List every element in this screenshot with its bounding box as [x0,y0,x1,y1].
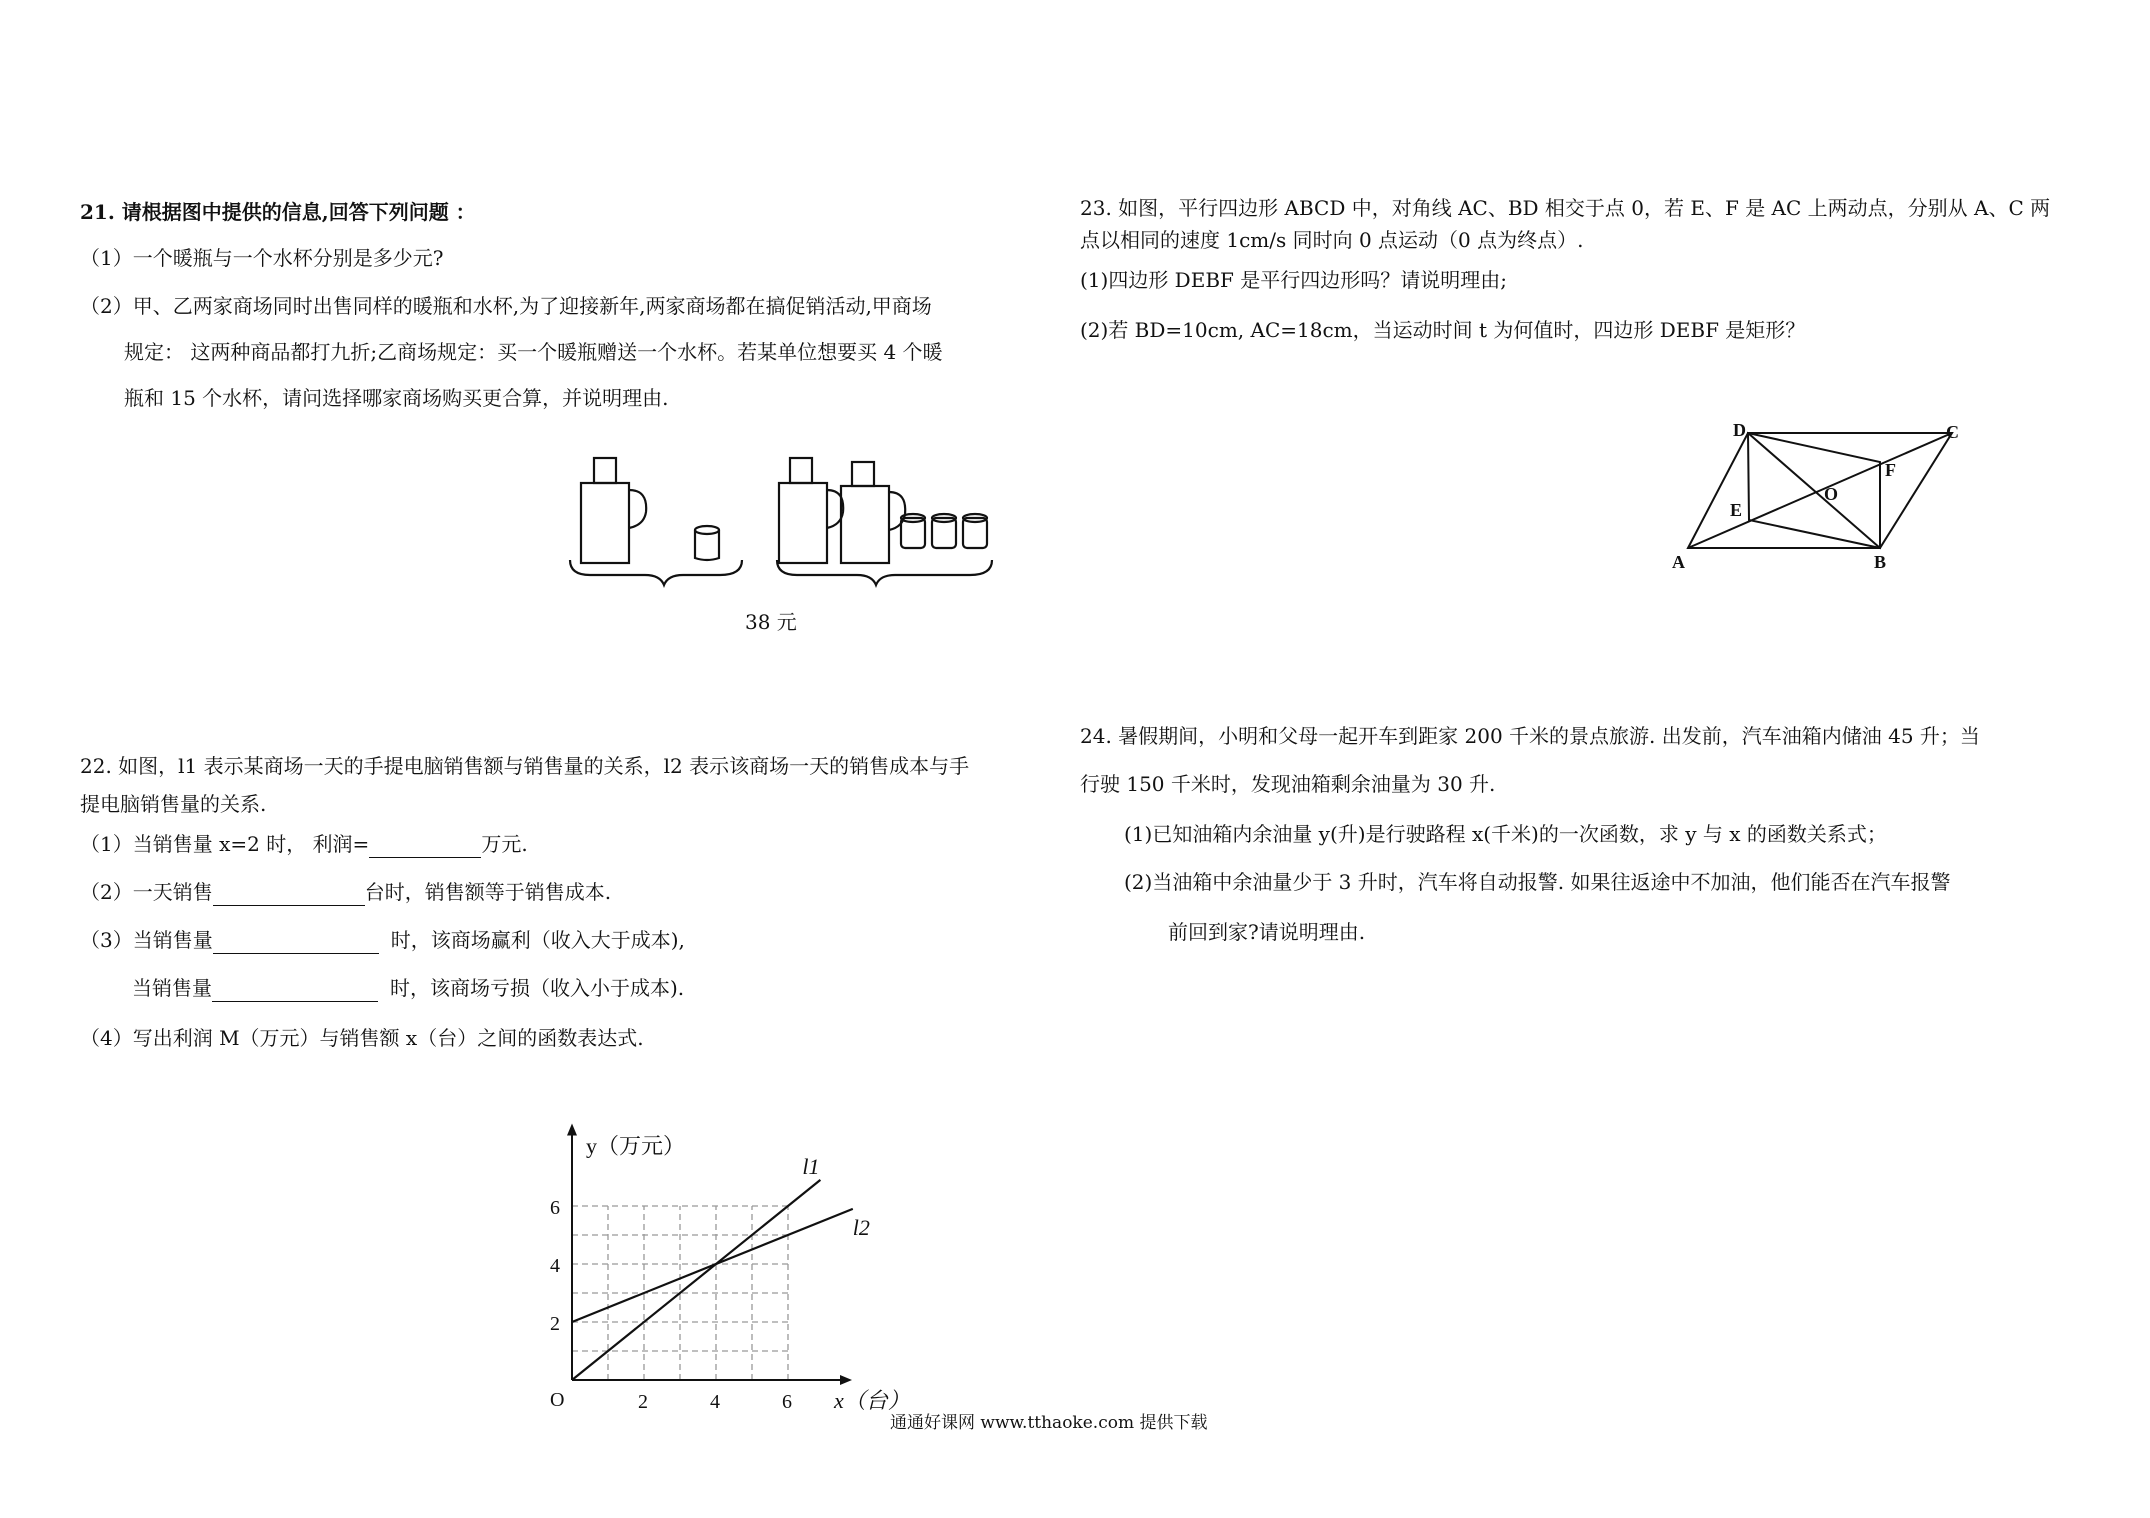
q22-part1-text-a: （1）当销售量 x=2 时， 利润= [80,832,370,856]
q23-stem-line2: 点以相同的速度 1cm/s 同时向 0 点运动（0 点为终点）. [1080,228,1584,252]
label-b: B [1874,552,1887,572]
x-axis-label: x（台） [834,1388,910,1413]
cup-body [695,530,719,560]
q22-part4: （4）写出利润 M（万元）与销售额 x（台）之间的函数表达式. [80,1026,644,1050]
line-label-l2: l2 [852,1215,870,1240]
q22-part3 [80,926,685,954]
label-o: O [1824,484,1839,504]
thermos-cap-2 [790,458,812,483]
q24-part2-line1: (2)当油箱中余油量少于 3 升时，汽车将自动报警. 如果往返途中不加油，他们能否在汽车报警 [1124,870,1951,894]
quadrilateral-debf [1748,433,1880,548]
q22-part1-text-b: 万元. [481,832,528,856]
x-axis-arrow [840,1375,852,1385]
y-axis-label: y（万元） [586,1133,686,1159]
diagonal-bd [1748,433,1880,548]
x-tick-label-6: 6 [782,1391,792,1413]
label-a: A [1672,552,1685,572]
q23-part2: (2)若 BD=10cm, AC=18cm，当运动时间 t 为何值时，四边形 DEBF 是矩形？ [1080,318,1806,342]
label-e: E [1730,500,1743,520]
q22-part3c-text-b: 时，该商场亏损（收入小于成本). [390,976,685,1000]
cup-3 [932,518,956,548]
cup-2 [901,518,925,548]
q22-part3-text-a: （3）当销售量 [80,928,213,952]
origin-label: O [550,1389,565,1411]
q22-part2-text-a: （2）一天销售 [80,880,213,904]
cup-top [695,526,719,534]
q24-part2-line2: 前回到家?请说明理由. [1168,920,1366,944]
thermos-cap [594,458,616,483]
y-tick-label-2: 2 [550,1313,560,1335]
q22-part2 [80,878,611,906]
line-label-l1: l1 [802,1154,820,1180]
thermos-body-3 [841,486,889,563]
q22-part3-cont [132,974,684,1002]
y-tick-label-6: 6 [550,1197,560,1219]
q21-part2-line1: （2）甲、乙两家商场同时出售同样的暖瓶和水杯,为了迎接新年,两家商场都在搞促销活动,甲商场 [80,294,932,318]
q23-stem-line1: 23. 如图，平行四边形 ABCD 中，对角线 AC、BD 相交于点 0，若 E、F 是 AC 上两动点，分别从 A、C 两 [1080,196,2051,220]
q22-part2-blank[interactable] [213,883,365,906]
y-axis-arrow [567,1124,577,1136]
q22-part3c-blank[interactable] [212,979,378,1002]
q22-part3c-text-a: 当销售量 [132,976,212,1000]
q24-part1: (1)已知油箱内余油量 y(升)是行驶路程 x(千米)的一次函数，求 y 与 x 的函数关系式； [1124,822,1887,846]
thermos-cap-3 [852,462,874,486]
q22-part2-text-b: 台时，销售额等于销售成本. [364,880,612,904]
q22-stem-line1: 22. 如图，l1 表示某商场一天的手提电脑销售额与销售量的关系，l2 表示该商场一天的销售成本与手 [80,754,970,778]
q21-price-label: 38 元 [745,610,797,634]
series-line-l2 [572,1209,853,1322]
q22-stem-line2: 提电脑销售量的关系. [80,792,267,816]
q21-part2-line2: 规定： 这两种商品都打九折;乙商场规定：买一个暖瓶赠送一个水杯。若某单位想要买 4 个暖 [124,340,943,364]
q21-stem: 21. 请根据图中提供的信息,回答下列问题 ： [80,200,476,224]
q21-part2-line3: 瓶和 15 个水杯，请问选择哪家商场购买更合算，并说明理由. [124,386,669,410]
diagonal-ac [1688,433,1952,548]
label-c: C [1946,422,1959,442]
brace-left [570,560,742,585]
thermos-body-2 [779,483,827,563]
q21-part1: （1）一个暖瓶与一个水杯分别是多少元? [80,246,444,270]
label-d: D [1733,420,1746,440]
y-tick-label-4: 4 [550,1255,560,1277]
x-tick-label-2: 2 [638,1391,648,1413]
thermos-body [581,483,629,563]
q22-part3-blank[interactable] [213,931,379,954]
footer-source: 通通好课网 www.tthaoke.com 提供下载 [890,1413,1208,1433]
q22-part3-text-b: 时，该商场赢利（收入大于成本), [390,928,685,952]
q22-part1 [80,830,528,858]
thermos-handle [629,490,646,528]
cup-4 [963,518,987,548]
parallelogram-abcd [1688,433,1952,548]
q24-stem-line1: 24. 暑假期间，小明和父母一起开车到距家 200 千米的景点旅游. 出发前，汽车油箱内储油 45 升；当 [1080,724,1980,748]
x-tick-label-4: 4 [710,1391,720,1413]
label-f: F [1885,460,1896,480]
q22-part1-blank[interactable] [369,835,481,858]
series-line-l1 [572,1180,820,1380]
brace-right [777,560,992,585]
q23-part1: (1)四边形 DEBF 是平行四边形吗？请说明理由; [1080,268,1507,292]
q24-stem-line2: 行驶 150 千米时，发现油箱剩余油量为 30 升. [1080,772,1496,796]
